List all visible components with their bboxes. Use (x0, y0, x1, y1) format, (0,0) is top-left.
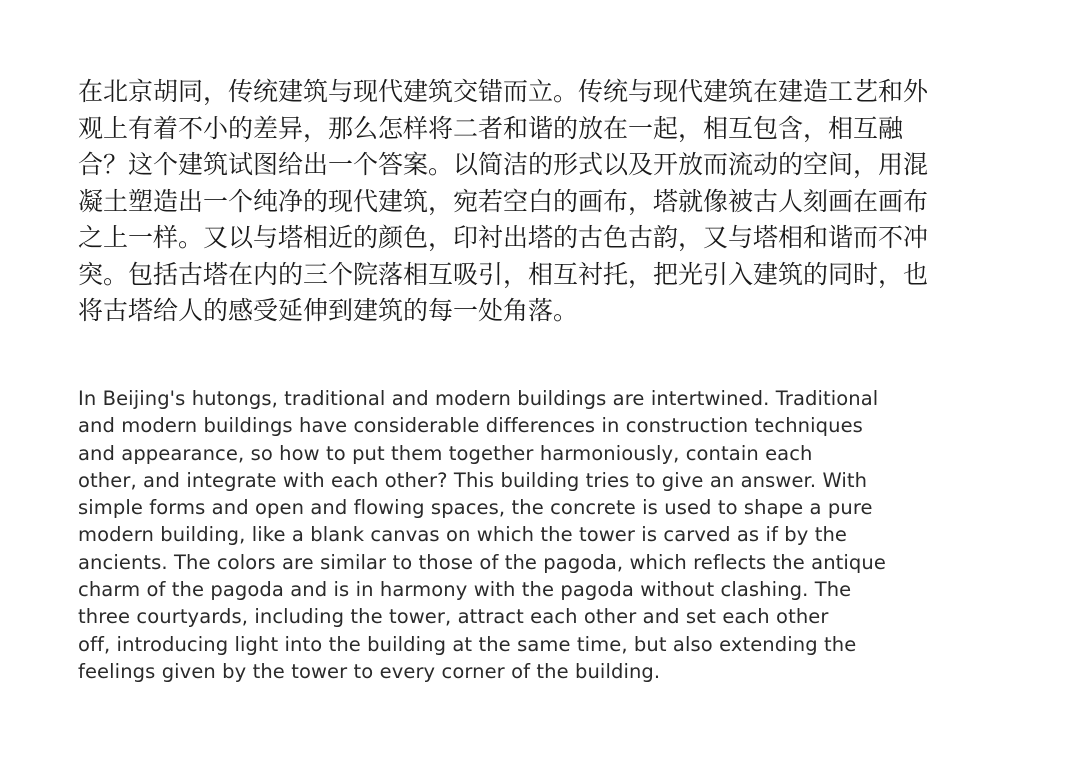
english-line: and appearance, so how to put them together harmoniously, contain each (78, 441, 813, 465)
chinese-line: 之上一样。又以与塔相近的颜色，印衬出塔的古色古韵，又与塔相和谐而不冲 (78, 223, 929, 252)
chinese-line: 在北京胡同，传统建筑与现代建筑交错而立。传统与现代建筑在建造工艺和外 (78, 77, 929, 106)
chinese-line: 凝土塑造出一个纯净的现代建筑，宛若空白的画布，塔就像被古人刻画在画布 (78, 186, 929, 216)
english-line: off, introducing light into the building at the same time, but also extending the (78, 632, 857, 656)
english-line: In Beijing's hutongs, traditional and modern buildings are intertwined. Traditional (78, 387, 879, 410)
chinese-paragraph (78, 74, 1008, 330)
english-line: charm of the pagoda and is in harmony with the pagoda without clashing. The (78, 578, 852, 602)
english-line: other, and integrate with each other? This building tries to give an answer. With (78, 468, 868, 492)
chinese-line: 将古塔给人的感受延伸到建筑的每一处角落。 (78, 296, 579, 325)
chinese-line: 突。包括古塔在内的三个院落相互吸引，相互衬托，把光引入建筑的同时，也 (78, 259, 929, 289)
chinese-line: 观上有着不小的差异，那么怎样将二者和谐的放在一起，相互包含，相互融 (78, 113, 904, 143)
chinese-line: 合？这个建筑试图给出一个答案。以简洁的形式以及开放而流动的空间，用混 (78, 150, 929, 179)
english-line: simple forms and open and flowing spaces, the concrete is used to shape a pure (78, 496, 873, 520)
english-line: ancients. The colors are similar to those of the pagoda, which reflects the antique (78, 550, 886, 574)
english-line: feelings given by the tower to every corner of the building. (78, 659, 661, 683)
english-line: and modern buildings have considerable differences in construction techniques (78, 414, 863, 438)
english-paragraph (78, 385, 1018, 685)
english-line: modern building, like a blank canvas on which the tower is carved as if by the (78, 523, 847, 547)
english-line: three courtyards, including the tower, attract each other and set each other (78, 605, 829, 629)
